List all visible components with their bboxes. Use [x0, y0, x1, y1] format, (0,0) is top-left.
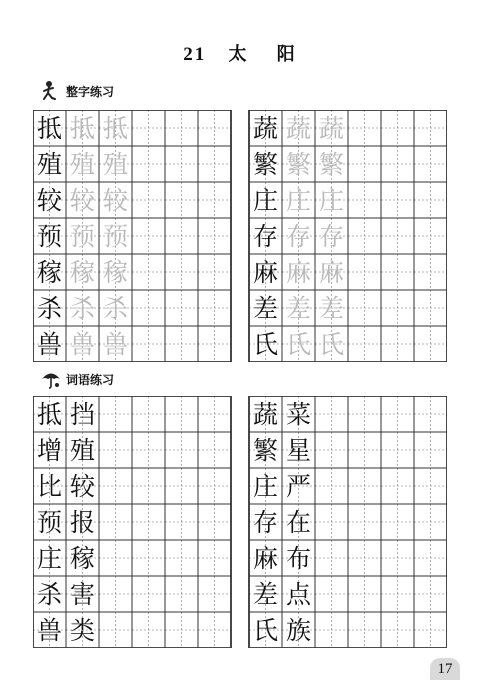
trace-character: 抵	[69, 113, 95, 143]
model-character: 庄	[36, 543, 62, 573]
model-character: 氏	[252, 329, 278, 359]
page-number: 17	[430, 658, 460, 680]
running-boy-icon	[40, 80, 62, 102]
model-character: 报	[69, 507, 95, 537]
model-character: 差	[252, 293, 278, 323]
trace-character: 庄	[318, 185, 344, 215]
trace-character: 差	[285, 293, 311, 323]
trace-character: 存	[318, 221, 344, 251]
model-character: 兽	[36, 329, 62, 359]
section-label: 词语练习	[66, 372, 115, 387]
trace-character: 抵	[102, 113, 128, 143]
trace-character: 稼	[102, 257, 128, 287]
trace-character: 兽	[102, 329, 128, 359]
model-character: 比	[36, 471, 62, 501]
model-character: 氏	[252, 615, 278, 645]
trace-character: 存	[285, 221, 311, 251]
model-character: 挡	[69, 399, 95, 429]
model-character: 麻	[252, 543, 278, 573]
model-character: 蔬	[252, 113, 278, 143]
model-character: 严	[285, 471, 311, 501]
model-character: 增	[36, 435, 62, 465]
trace-character: 差	[318, 293, 344, 323]
model-character: 稼	[69, 543, 95, 573]
model-character: 族	[285, 615, 311, 645]
trace-character: 麻	[318, 257, 344, 287]
trace-character: 繁	[285, 149, 311, 179]
model-character: 蔬	[252, 399, 278, 429]
model-character: 较	[36, 185, 62, 215]
model-character: 存	[252, 221, 278, 251]
model-character: 预	[36, 221, 62, 251]
section-label: 整字练习	[66, 84, 115, 99]
model-character: 在	[285, 507, 311, 537]
model-character: 繁	[252, 149, 278, 179]
model-character: 差	[252, 579, 278, 609]
trace-character: 蔬	[318, 113, 344, 143]
model-character: 抵	[36, 113, 62, 143]
model-character: 预	[36, 507, 62, 537]
trace-character: 兽	[69, 329, 95, 359]
model-character: 杀	[36, 579, 62, 609]
model-character: 兽	[36, 615, 62, 645]
model-character: 殖	[69, 435, 95, 465]
trace-character: 预	[102, 221, 128, 251]
practice-grid-whole-character	[33, 110, 458, 360]
trace-character: 繁	[318, 149, 344, 179]
trace-character: 麻	[285, 257, 311, 287]
model-character: 杀	[36, 293, 62, 323]
trace-character: 较	[102, 185, 128, 215]
section-header-whole-character	[40, 80, 114, 102]
trace-character: 较	[69, 185, 95, 215]
practice-grid-words	[33, 396, 458, 646]
lesson-title	[0, 42, 490, 68]
model-character: 抵	[36, 399, 62, 429]
lesson-title-char-1: 太	[228, 44, 249, 65]
trace-character: 预	[69, 221, 95, 251]
trace-character: 氏	[318, 329, 344, 359]
model-character: 点	[285, 579, 311, 609]
lesson-title-char-2: 阳	[276, 44, 297, 65]
model-character: 麻	[252, 257, 278, 287]
model-character: 庄	[252, 185, 278, 215]
model-character: 殖	[36, 149, 62, 179]
model-character: 菜	[285, 399, 311, 429]
model-character: 布	[285, 543, 311, 573]
umbrella-icon	[40, 368, 62, 390]
model-character: 较	[69, 471, 95, 501]
trace-character: 殖	[102, 149, 128, 179]
trace-character: 杀	[69, 293, 95, 323]
trace-character: 殖	[69, 149, 95, 179]
model-character: 庄	[252, 471, 278, 501]
model-character: 稼	[36, 257, 62, 287]
lesson-number: 21	[183, 44, 207, 65]
model-character: 繁	[252, 435, 278, 465]
trace-character: 蔬	[285, 113, 311, 143]
section-header-words	[40, 368, 114, 390]
model-character: 害	[69, 579, 95, 609]
trace-character: 杀	[102, 293, 128, 323]
trace-character: 氏	[285, 329, 311, 359]
model-character: 星	[285, 435, 311, 465]
trace-character: 稼	[69, 257, 95, 287]
trace-character: 庄	[285, 185, 311, 215]
model-character: 存	[252, 507, 278, 537]
model-character: 类	[69, 615, 95, 645]
